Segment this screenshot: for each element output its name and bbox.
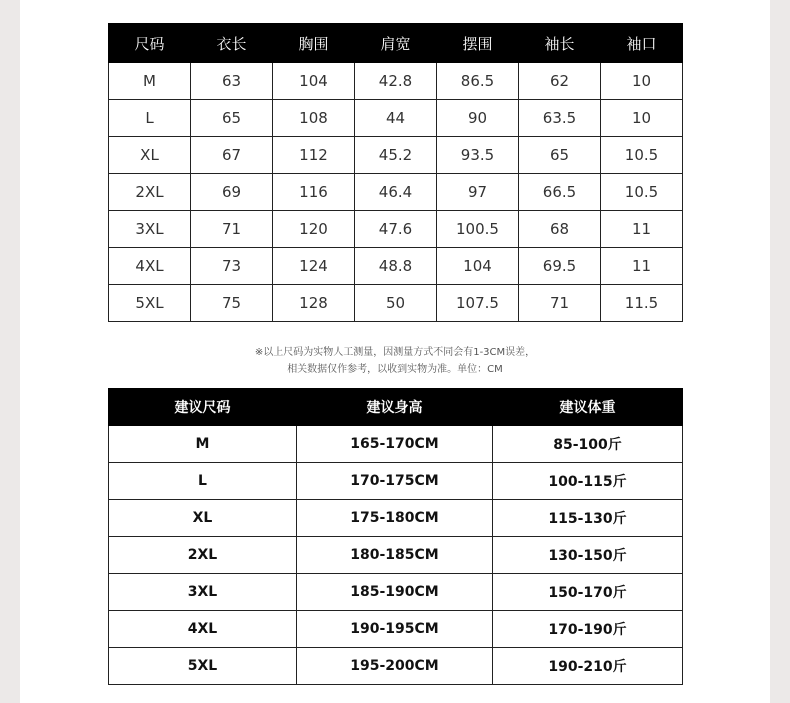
cell-chest: 116 <box>273 174 355 211</box>
cell-length: 65 <box>191 100 273 137</box>
header-recommended-height: 建议身高 <box>297 389 493 426</box>
cell-cuff: 11.5 <box>601 285 683 322</box>
cell-weight: 100-115斤 <box>493 463 683 500</box>
table-row <box>109 537 683 574</box>
cell-size: 5XL <box>109 648 297 685</box>
cell-length: 71 <box>191 211 273 248</box>
header-shoulder: 肩宽 <box>355 24 437 63</box>
cell-weight: 85-100斤 <box>493 426 683 463</box>
table-row <box>109 574 683 611</box>
cell-weight: 130-150斤 <box>493 537 683 574</box>
table-row <box>109 211 683 248</box>
table-row <box>109 500 683 537</box>
table-row <box>109 137 683 174</box>
cell-chest: 112 <box>273 137 355 174</box>
cell-size: 2XL <box>109 537 297 574</box>
cell-height: 185-190CM <box>297 574 493 611</box>
cell-size: L <box>109 100 191 137</box>
cell-sleeve-length: 66.5 <box>519 174 601 211</box>
cell-chest: 108 <box>273 100 355 137</box>
cell-height: 170-175CM <box>297 463 493 500</box>
cell-chest: 104 <box>273 63 355 100</box>
header-recommended-size: 建议尺码 <box>109 389 297 426</box>
cell-chest: 128 <box>273 285 355 322</box>
cell-cuff: 10 <box>601 100 683 137</box>
cell-hem: 107.5 <box>437 285 519 322</box>
cell-height: 195-200CM <box>297 648 493 685</box>
cell-sleeve-length: 68 <box>519 211 601 248</box>
cell-size: 4XL <box>109 248 191 285</box>
cell-length: 63 <box>191 63 273 100</box>
cell-size: 2XL <box>109 174 191 211</box>
cell-shoulder: 47.6 <box>355 211 437 248</box>
cell-weight: 170-190斤 <box>493 611 683 648</box>
cell-size: 4XL <box>109 611 297 648</box>
cell-hem: 93.5 <box>437 137 519 174</box>
measurement-table <box>108 23 683 322</box>
cell-cuff: 11 <box>601 248 683 285</box>
cell-cuff: 10 <box>601 63 683 100</box>
measurement-note-line2: 相关数据仅作参考，以收到实物为准。单位：CM <box>287 364 503 375</box>
cell-size: 5XL <box>109 285 191 322</box>
header-size: 尺码 <box>109 24 191 63</box>
cell-shoulder: 48.8 <box>355 248 437 285</box>
cell-weight: 150-170斤 <box>493 574 683 611</box>
cell-weight: 115-130斤 <box>493 500 683 537</box>
cell-cuff: 10.5 <box>601 137 683 174</box>
left-margin-band <box>0 0 20 703</box>
cell-height: 165-170CM <box>297 426 493 463</box>
cell-hem: 86.5 <box>437 63 519 100</box>
table-row <box>109 426 683 463</box>
table-row <box>109 648 683 685</box>
table-row <box>109 248 683 285</box>
cell-sleeve-length: 69.5 <box>519 248 601 285</box>
header-recommended-weight: 建议体重 <box>493 389 683 426</box>
cell-hem: 90 <box>437 100 519 137</box>
table-row <box>109 285 683 322</box>
cell-cuff: 10.5 <box>601 174 683 211</box>
cell-shoulder: 46.4 <box>355 174 437 211</box>
cell-size: XL <box>109 500 297 537</box>
header-cuff: 袖口 <box>601 24 683 63</box>
table-row <box>109 100 683 137</box>
measurement-note-line1: ※以上尺码为实物人工测量，因测量方式不同会有1-3CM误差， <box>254 347 536 358</box>
cell-size: L <box>109 463 297 500</box>
cell-length: 73 <box>191 248 273 285</box>
cell-sleeve-length: 71 <box>519 285 601 322</box>
table-row <box>109 63 683 100</box>
cell-shoulder: 44 <box>355 100 437 137</box>
cell-shoulder: 45.2 <box>355 137 437 174</box>
cell-size: XL <box>109 137 191 174</box>
cell-height: 175-180CM <box>297 500 493 537</box>
cell-chest: 124 <box>273 248 355 285</box>
cell-hem: 104 <box>437 248 519 285</box>
recommendation-header-row <box>109 389 683 426</box>
cell-size: 3XL <box>109 211 191 248</box>
cell-weight: 190-210斤 <box>493 648 683 685</box>
cell-height: 180-185CM <box>297 537 493 574</box>
header-sleeve-length: 袖长 <box>519 24 601 63</box>
cell-shoulder: 50 <box>355 285 437 322</box>
measurement-header-row <box>109 24 683 63</box>
cell-height: 190-195CM <box>297 611 493 648</box>
cell-hem: 97 <box>437 174 519 211</box>
cell-sleeve-length: 62 <box>519 63 601 100</box>
cell-sleeve-length: 65 <box>519 137 601 174</box>
cell-size: M <box>109 426 297 463</box>
table-row <box>109 463 683 500</box>
table-row <box>109 611 683 648</box>
header-hem: 摆围 <box>437 24 519 63</box>
cell-length: 69 <box>191 174 273 211</box>
header-chest: 胸围 <box>273 24 355 63</box>
cell-hem: 100.5 <box>437 211 519 248</box>
right-margin-band <box>770 0 790 703</box>
table-row <box>109 174 683 211</box>
cell-length: 67 <box>191 137 273 174</box>
header-length: 衣长 <box>191 24 273 63</box>
cell-size: 3XL <box>109 574 297 611</box>
cell-sleeve-length: 63.5 <box>519 100 601 137</box>
cell-shoulder: 42.8 <box>355 63 437 100</box>
cell-length: 75 <box>191 285 273 322</box>
cell-chest: 120 <box>273 211 355 248</box>
cell-size: M <box>109 63 191 100</box>
cell-cuff: 11 <box>601 211 683 248</box>
recommendation-table <box>108 388 683 685</box>
